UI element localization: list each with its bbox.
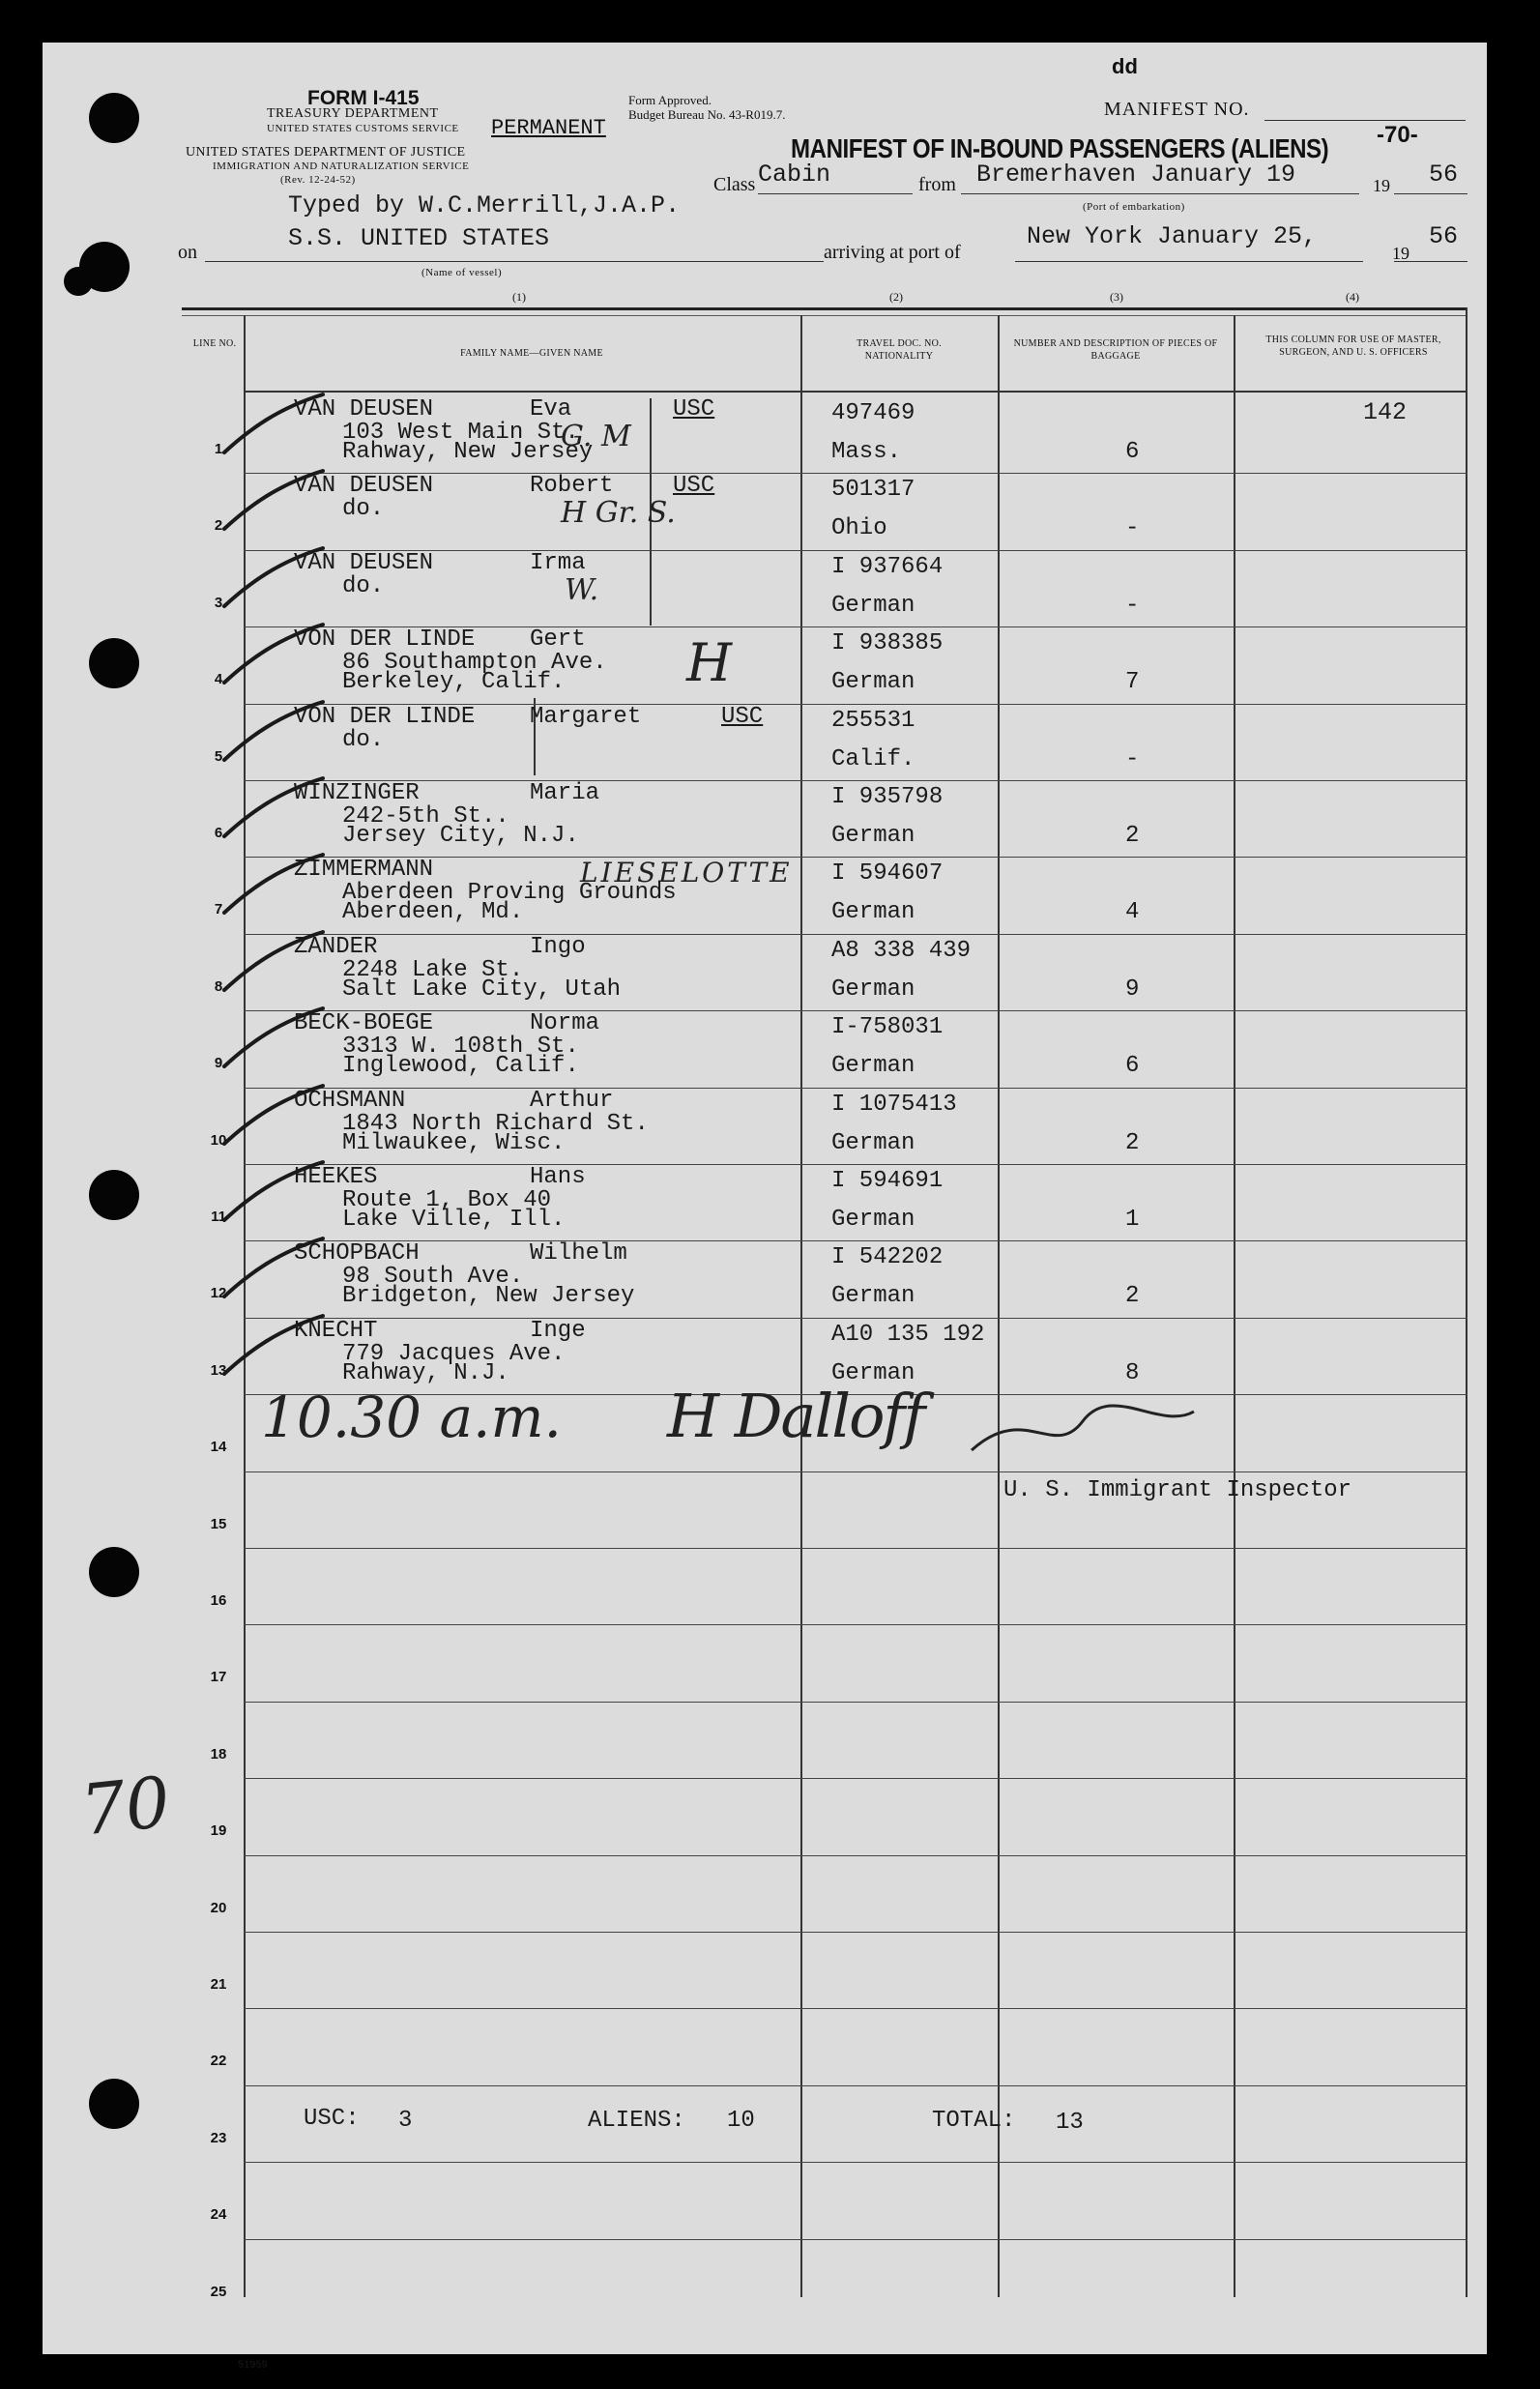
arriving-label: arriving at port of bbox=[824, 242, 961, 263]
line-number: 9 bbox=[214, 1055, 223, 1072]
column-number-3: (3) bbox=[1110, 290, 1123, 304]
name-column-rule bbox=[800, 315, 802, 2297]
address-line-1: do. bbox=[342, 572, 385, 599]
check-mark bbox=[220, 467, 327, 539]
line-number: 22 bbox=[210, 2053, 227, 2069]
footer-code: 51959 bbox=[238, 2359, 268, 2371]
check-mark bbox=[220, 1158, 327, 1231]
given-name: LIESELOTTE bbox=[580, 857, 793, 889]
address-line-2: Lake Ville, Ill. bbox=[342, 1207, 566, 1233]
margin-note: 70 bbox=[76, 1761, 174, 1851]
address-line-2: Rahway, N.J. bbox=[342, 1359, 509, 1386]
row-rule bbox=[244, 780, 1467, 781]
line-number: 3 bbox=[214, 594, 223, 611]
given-name: Irma bbox=[530, 549, 586, 576]
arrival-year: 56 bbox=[1429, 222, 1459, 250]
check-mark bbox=[220, 928, 327, 1001]
family-name: SCHOPBACH bbox=[294, 1240, 420, 1267]
baggage-count: 2 bbox=[1125, 1283, 1140, 1310]
address-line-1: Route 1, Box 40 bbox=[342, 1187, 552, 1213]
officer-note: 142 bbox=[1363, 398, 1408, 426]
manifest-number: -70- bbox=[1377, 122, 1418, 148]
doc-column-rule bbox=[998, 315, 1000, 2297]
binder-hole bbox=[89, 638, 139, 688]
handwritten-annotation: G. M bbox=[561, 420, 631, 453]
row-rule bbox=[244, 1932, 1467, 1933]
citizenship-status: USC bbox=[721, 703, 764, 730]
row-rule bbox=[244, 1471, 1467, 1472]
check-mark bbox=[220, 1312, 327, 1384]
row-rule bbox=[244, 1088, 1467, 1089]
travel-document-number: A8 338 439 bbox=[831, 937, 972, 964]
check-mark bbox=[220, 544, 327, 617]
family-name: ZIMMERMANN bbox=[294, 857, 434, 884]
aliens-total-label: ALIENS: bbox=[588, 2108, 685, 2134]
class-label: Class bbox=[713, 174, 756, 195]
manifest-no-label: MANIFEST NO. bbox=[1104, 99, 1250, 120]
given-name: Eva bbox=[530, 396, 572, 422]
vessel-line bbox=[205, 261, 824, 262]
travel-document-number: I 594691 bbox=[831, 1168, 944, 1194]
manifest-no-line bbox=[1264, 120, 1466, 121]
travel-document-number: I 542202 bbox=[831, 1244, 944, 1271]
baggage-column-rule bbox=[1234, 315, 1235, 2297]
given-name: Maria bbox=[530, 780, 600, 806]
binder-hole bbox=[89, 2079, 139, 2129]
column-number-2: (2) bbox=[889, 290, 903, 304]
family-name: VON DER LINDE bbox=[294, 703, 476, 730]
family-name: VON DER LINDE bbox=[294, 626, 476, 654]
nationality: German bbox=[831, 1207, 915, 1233]
row-rule bbox=[244, 934, 1467, 935]
row-rule bbox=[244, 1318, 1467, 1319]
line-number: 6 bbox=[214, 825, 223, 841]
travel-document-number: I 938385 bbox=[831, 630, 944, 657]
baggage-count: 2 bbox=[1125, 1129, 1140, 1156]
line-number: 13 bbox=[210, 1361, 227, 1379]
line-number: 18 bbox=[210, 1746, 227, 1763]
header-line-no: LINE NO. bbox=[192, 338, 237, 349]
from-label: from bbox=[918, 174, 956, 195]
family-name: VAN DEUSEN bbox=[294, 549, 434, 576]
line-number: 2 bbox=[214, 517, 223, 535]
baggage-count: 2 bbox=[1125, 823, 1140, 849]
address-line-2: Salt Lake City, Utah bbox=[342, 976, 622, 1003]
address-line-2: Jersey City, N.J. bbox=[342, 823, 579, 849]
binder-hole bbox=[89, 1170, 139, 1220]
baggage-count: 7 bbox=[1125, 669, 1140, 696]
line-number: 25 bbox=[210, 2284, 227, 2300]
address-line-1: do. bbox=[342, 496, 385, 523]
line-number: 20 bbox=[210, 1900, 227, 1916]
header-bottom-rule bbox=[244, 391, 1467, 393]
budget-bureau: Budget Bureau No. 43-R019.7. bbox=[628, 107, 786, 122]
given-name: Gert bbox=[530, 626, 586, 654]
travel-document-number: I-758031 bbox=[831, 1014, 944, 1041]
address-line-2: Bridgeton, New Jersey bbox=[342, 1283, 635, 1310]
address-line-2: Inglewood, Calif. bbox=[342, 1053, 579, 1080]
signature-flourish bbox=[967, 1392, 1199, 1470]
inspector-signature: H Dalloff bbox=[667, 1381, 924, 1451]
table-top-rule bbox=[182, 307, 1467, 310]
check-mark bbox=[220, 1082, 327, 1154]
vessel-caption: (Name of vessel) bbox=[421, 267, 503, 278]
family-name: BECK-BOEGE bbox=[294, 1010, 434, 1037]
address-line-1: 779 Jacques Ave. bbox=[342, 1340, 566, 1367]
check-mark bbox=[220, 1235, 327, 1307]
address-line-1: 1843 North Richard St. bbox=[342, 1110, 649, 1137]
binder-hole bbox=[89, 93, 139, 143]
line-number: 4 bbox=[214, 671, 223, 688]
usc-total-label: USC: bbox=[304, 2106, 360, 2132]
arrival-value: New York January 25, bbox=[1027, 222, 1318, 250]
given-name: Arthur bbox=[530, 1087, 614, 1114]
baggage-count: 4 bbox=[1125, 899, 1140, 926]
given-name: Ingo bbox=[530, 933, 586, 960]
line-number: 24 bbox=[210, 2206, 227, 2223]
row-rule bbox=[244, 1624, 1467, 1625]
row-rule bbox=[244, 1855, 1467, 1856]
on-label: on bbox=[178, 242, 197, 263]
header-travel-doc: TRAVEL DOC. NO. NATIONALITY bbox=[857, 338, 942, 362]
port-caption: (Port of embarkation) bbox=[1083, 201, 1185, 213]
class-value: Cabin bbox=[758, 160, 831, 189]
line-number: 10 bbox=[210, 1131, 227, 1149]
customs-service: UNITED STATES CUSTOMS SERVICE bbox=[267, 123, 459, 134]
row-rule bbox=[244, 1548, 1467, 1549]
header-name: FAMILY NAME—GIVEN NAME bbox=[460, 348, 603, 359]
baggage-count: 6 bbox=[1125, 1053, 1140, 1080]
travel-document-number: 497469 bbox=[831, 400, 915, 426]
nationality: German bbox=[831, 1283, 915, 1310]
baggage-count: 1 bbox=[1125, 1207, 1140, 1233]
arrival-year-prefix: 19 bbox=[1392, 244, 1409, 263]
departure-year: 56 bbox=[1429, 160, 1459, 189]
line-number: 19 bbox=[210, 1822, 227, 1839]
row-rule bbox=[244, 2008, 1467, 2009]
family-name: HEEKES bbox=[294, 1164, 378, 1190]
baggage-count: 8 bbox=[1125, 1359, 1140, 1386]
permanent-stamp: PERMANENT bbox=[491, 116, 606, 140]
travel-document-number: A10 135 192 bbox=[831, 1321, 985, 1348]
citizenship-status: USC bbox=[673, 473, 715, 500]
line-number: 14 bbox=[210, 1439, 227, 1455]
row-rule bbox=[244, 2239, 1467, 2240]
inspection-time: 10.30 a.m. bbox=[261, 1384, 562, 1450]
address-line-1: 86 Southampton Ave. bbox=[342, 650, 607, 677]
baggage-count: - bbox=[1125, 515, 1140, 542]
check-mark bbox=[220, 774, 327, 847]
line-number: 5 bbox=[214, 747, 223, 765]
address-line-1: 103 West Main St. bbox=[342, 420, 579, 446]
family-name: KNECHT bbox=[294, 1317, 378, 1344]
nationality: German bbox=[831, 669, 915, 696]
line-number: 7 bbox=[214, 901, 223, 918]
citizenship-status: USC bbox=[673, 396, 715, 422]
given-name: Wilhelm bbox=[530, 1240, 627, 1267]
column-number-4: (4) bbox=[1346, 290, 1359, 304]
line-number: 15 bbox=[210, 1516, 227, 1532]
address-line-2: Berkeley, Calif. bbox=[342, 669, 566, 696]
binder-hole bbox=[89, 1547, 139, 1597]
vessel-name: S.S. UNITED STATES bbox=[288, 224, 550, 252]
address-line-2: Rahway, New Jersey bbox=[342, 439, 594, 465]
travel-document-number: I 594607 bbox=[831, 860, 944, 888]
arrival-year-line bbox=[1394, 261, 1467, 262]
baggage-count: 9 bbox=[1125, 976, 1140, 1003]
address-line-1: 98 South Ave. bbox=[342, 1264, 524, 1291]
line-number: 1 bbox=[214, 441, 223, 457]
line-number: 8 bbox=[214, 977, 223, 995]
grand-total-label: TOTAL: bbox=[932, 2108, 1016, 2134]
from-value: Bremerhaven January 19 bbox=[976, 160, 1296, 189]
address-line-1: 242-5th St.. bbox=[342, 803, 509, 830]
travel-document-number: I 937664 bbox=[831, 553, 944, 580]
handwritten-annotation: W. bbox=[565, 572, 599, 607]
nationality: German bbox=[831, 976, 915, 1003]
class-line bbox=[758, 193, 913, 194]
travel-document-number: 501317 bbox=[831, 477, 915, 504]
aliens-total: 10 bbox=[727, 2108, 755, 2134]
handwritten-annotation: H Gr. S. bbox=[561, 496, 676, 531]
row-rule bbox=[244, 1240, 1467, 1241]
grand-total: 13 bbox=[1056, 2110, 1084, 2136]
immigration-service: IMMIGRATION AND NATURALIZATION SERVICE bbox=[213, 160, 470, 172]
given-name: Hans bbox=[530, 1164, 586, 1190]
departure-year-line bbox=[1394, 193, 1467, 194]
table-right-rule bbox=[1466, 307, 1467, 2297]
nationality: Mass. bbox=[831, 439, 902, 465]
travel-document-number: 255531 bbox=[831, 707, 915, 734]
line-number: 12 bbox=[210, 1285, 227, 1302]
baggage-count: - bbox=[1125, 592, 1140, 619]
manifest-title: MANIFEST OF IN-BOUND PASSENGERS (ALIENS) bbox=[791, 133, 1329, 163]
family-name: VAN DEUSEN bbox=[294, 396, 434, 422]
line-number: 16 bbox=[210, 1592, 227, 1609]
corner-mark: dd bbox=[1112, 54, 1138, 78]
check-mark bbox=[220, 851, 327, 923]
nationality: German bbox=[831, 592, 915, 619]
travel-document-number: I 1075413 bbox=[831, 1091, 957, 1118]
line-number: 23 bbox=[210, 2130, 227, 2146]
nationality: Calif. bbox=[831, 745, 915, 772]
arrival-line bbox=[1015, 261, 1363, 262]
inspector-title: U. S. Immigrant Inspector bbox=[1003, 1477, 1352, 1503]
typed-by: Typed by W.C.Merrill,J.A.P. bbox=[288, 191, 681, 219]
given-name: Inge bbox=[530, 1317, 586, 1344]
given-name: Margaret bbox=[530, 703, 642, 730]
departure-year-prefix: 19 bbox=[1373, 176, 1390, 195]
given-name: Robert bbox=[530, 473, 614, 500]
usc-total: 3 bbox=[398, 2108, 413, 2134]
row-rule bbox=[244, 1778, 1467, 1779]
address-line-1: 3313 W. 108th St. bbox=[342, 1034, 579, 1061]
baggage-count: - bbox=[1125, 745, 1140, 772]
given-name: Norma bbox=[530, 1010, 600, 1037]
check-mark bbox=[220, 391, 327, 463]
row-rule bbox=[244, 2085, 1467, 2086]
line-number: 17 bbox=[210, 1669, 227, 1685]
handwritten-annotation: H bbox=[686, 632, 733, 694]
nationality: German bbox=[831, 1129, 915, 1156]
check-mark bbox=[220, 621, 327, 693]
family-name: WINZINGER bbox=[294, 780, 420, 806]
address-line-1: 2248 Lake St. bbox=[342, 956, 524, 983]
header-baggage: NUMBER AND DESCRIPTION OF PIECES OF BAGGAGE bbox=[1013, 338, 1218, 362]
line-number: 11 bbox=[211, 1209, 226, 1225]
column-number-1: (1) bbox=[512, 290, 526, 304]
header-officers: THIS COLUMN FOR USE OF MASTER, SURGEON, AND U. S. OFFICERS bbox=[1265, 335, 1441, 358]
department-of-justice: UNITED STATES DEPARTMENT OF JUSTICE bbox=[186, 145, 466, 160]
form-number: FORM I-415 bbox=[307, 87, 420, 109]
row-rule bbox=[244, 1164, 1467, 1165]
nationality: German bbox=[831, 1359, 915, 1386]
nationality: German bbox=[831, 1053, 915, 1080]
check-mark bbox=[220, 698, 327, 771]
from-line bbox=[961, 193, 1359, 194]
family-name: VAN DEUSEN bbox=[294, 473, 434, 500]
line-number: 21 bbox=[210, 1976, 227, 1993]
family-name: OCHSMANN bbox=[294, 1087, 406, 1114]
address-line-1: do. bbox=[342, 726, 385, 753]
row-rule bbox=[244, 1702, 1467, 1703]
address-line-1: Aberdeen Proving Grounds bbox=[342, 880, 677, 907]
binder-hole bbox=[64, 267, 93, 296]
form-approved: Form Approved. bbox=[628, 93, 712, 107]
table-top-rule-inner bbox=[182, 315, 1467, 316]
family-name: ZANDER bbox=[294, 933, 378, 960]
row-rule bbox=[244, 2162, 1467, 2163]
travel-document-number: I 935798 bbox=[831, 784, 944, 810]
nationality: Ohio bbox=[831, 515, 887, 542]
treasury-department: TREASURY DEPARTMENT bbox=[267, 106, 439, 121]
form-revision: (Rev. 12-24-52) bbox=[280, 174, 356, 186]
baggage-count: 6 bbox=[1125, 439, 1140, 465]
check-mark bbox=[220, 1005, 327, 1077]
nationality: German bbox=[831, 823, 915, 849]
nationality: German bbox=[831, 899, 915, 926]
address-line-2: Aberdeen, Md. bbox=[342, 899, 524, 926]
address-line-2: Milwaukee, Wisc. bbox=[342, 1129, 566, 1156]
